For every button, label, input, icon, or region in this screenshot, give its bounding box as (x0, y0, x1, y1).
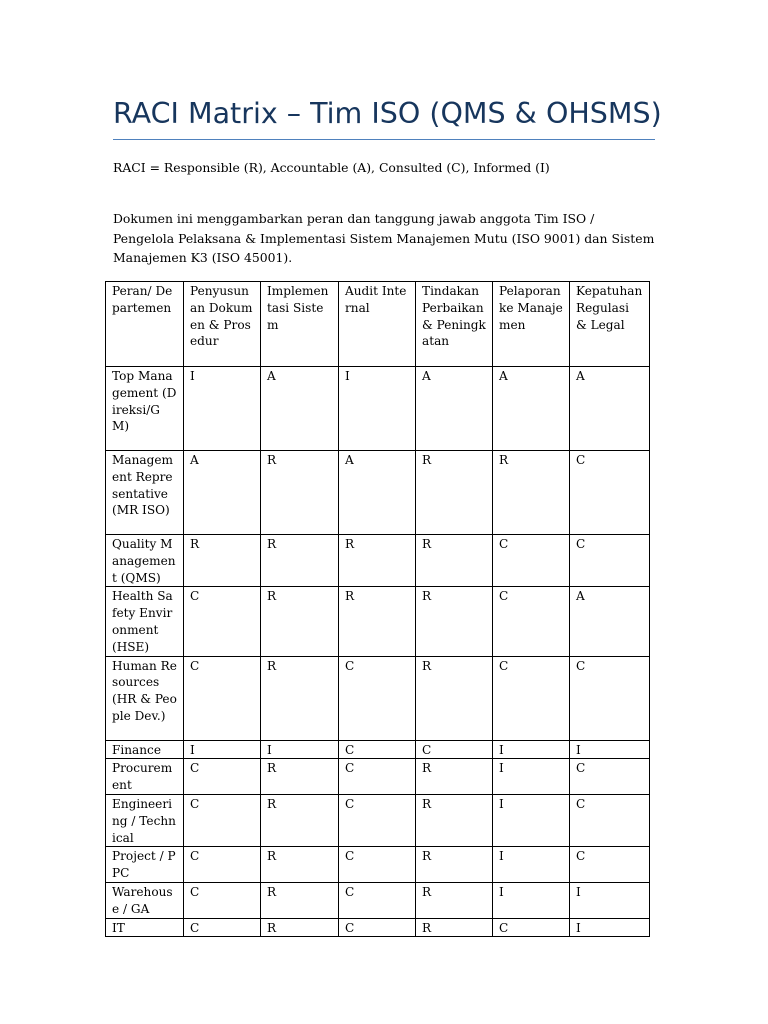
table-row (106, 847, 650, 883)
raci-legend-text: RACI = Responsible (R), Accountable (A), Consulted (C), Informed (I) (113, 160, 550, 175)
raci-cell: C (570, 535, 650, 587)
raci-cell: R (416, 587, 493, 656)
raci-cell: I (261, 740, 339, 759)
raci-cell: C (339, 918, 416, 937)
raci-cell: C (339, 882, 416, 918)
row-role: Finance (106, 740, 184, 759)
raci-cell: R (261, 918, 339, 937)
raci-cell: R (261, 882, 339, 918)
raci-cell: R (416, 847, 493, 883)
row-role: Management Representative (MR ISO) (106, 451, 184, 535)
raci-cell: R (416, 882, 493, 918)
raci-cell: C (184, 587, 261, 656)
document-title: RACI Matrix – Tim ISO (QMS & OHSMS) (113, 97, 662, 130)
raci-cell: R (416, 918, 493, 937)
raci-matrix-table (105, 281, 650, 937)
raci-cell: I (493, 794, 570, 846)
raci-cell: R (261, 794, 339, 846)
raci-cell: C (493, 656, 570, 740)
raci-cell: C (493, 535, 570, 587)
raci-cell: C (184, 918, 261, 937)
raci-cell: I (493, 759, 570, 795)
raci-cell: I (184, 367, 261, 451)
raci-cell: I (493, 847, 570, 883)
header-management-reporting: Pelaporan ke Manajemen (493, 282, 570, 367)
raci-cell: A (570, 367, 650, 451)
header-internal-audit: Audit Internal (339, 282, 416, 367)
raci-cell: A (261, 367, 339, 451)
raci-cell: R (416, 656, 493, 740)
raci-cell: C (339, 740, 416, 759)
raci-cell: C (339, 794, 416, 846)
raci-cell: C (184, 656, 261, 740)
row-role: Warehouse / GA (106, 882, 184, 918)
raci-cell: A (570, 587, 650, 656)
table-row (106, 535, 650, 587)
raci-cell: R (261, 535, 339, 587)
raci-cell: I (493, 882, 570, 918)
table-row (106, 451, 650, 535)
raci-cell: C (339, 656, 416, 740)
row-role: Procurement (106, 759, 184, 795)
raci-cell: C (184, 794, 261, 846)
table-row (106, 367, 650, 451)
raci-cell: I (570, 740, 650, 759)
table-row (106, 794, 650, 846)
raci-cell: I (570, 882, 650, 918)
raci-cell: I (570, 918, 650, 937)
row-role: Top Management (Direksi/GM) (106, 367, 184, 451)
raci-cell: C (184, 847, 261, 883)
raci-cell: C (339, 847, 416, 883)
table-row (106, 759, 650, 795)
raci-cell: C (570, 451, 650, 535)
raci-cell: C (184, 882, 261, 918)
raci-cell: C (184, 759, 261, 795)
raci-cell: A (184, 451, 261, 535)
raci-cell: R (339, 535, 416, 587)
raci-cell: R (416, 451, 493, 535)
raci-cell: C (570, 759, 650, 795)
document-description: Dokumen ini menggambarkan peran dan tanggung jawab anggota Tim ISO / Pengelola Pelaksana & Implementasi Sistem Manajemen Mutu (ISO 9001) dan Sistem Manajemen K3 (ISO 45001). (113, 211, 655, 266)
raci-cell: R (493, 451, 570, 535)
raci-cell: R (261, 656, 339, 740)
raci-cell: R (416, 794, 493, 846)
raci-cell: A (339, 451, 416, 535)
row-role: Health Safety Environment (HSE) (106, 587, 184, 656)
raci-cell: C (339, 759, 416, 795)
raci-cell: R (261, 587, 339, 656)
table-header-row (106, 282, 650, 367)
raci-cell: I (493, 740, 570, 759)
raci-cell: R (416, 535, 493, 587)
raci-cell: I (339, 367, 416, 451)
raci-cell: C (493, 918, 570, 937)
row-role: Human Resources (HR & People Dev.) (106, 656, 184, 740)
raci-cell: R (261, 759, 339, 795)
raci-cell: C (570, 656, 650, 740)
raci-cell: C (493, 587, 570, 656)
raci-cell: A (493, 367, 570, 451)
row-role: Engineering / Technical (106, 794, 184, 846)
raci-cell: R (261, 451, 339, 535)
raci-cell: R (416, 759, 493, 795)
row-role: IT (106, 918, 184, 937)
table-row (106, 656, 650, 740)
row-role: Quality Management (QMS) (106, 535, 184, 587)
raci-cell: I (184, 740, 261, 759)
header-role: Peran/ Departemen (106, 282, 184, 367)
raci-cell: C (416, 740, 493, 759)
header-regulatory-compliance: Kepatuhan Regulasi & Legal (570, 282, 650, 367)
raci-cell: A (416, 367, 493, 451)
title-divider (113, 139, 655, 140)
header-document-preparation: Penyusunan Dokumen & Prosedur (184, 282, 261, 367)
header-corrective-action: Tindakan Perbaikan & Peningkatan (416, 282, 493, 367)
table-row (106, 740, 650, 759)
raci-cell: R (339, 587, 416, 656)
raci-cell: C (570, 847, 650, 883)
header-system-implementation: Implementasi Sistem (261, 282, 339, 367)
table-row (106, 918, 650, 937)
table-row (106, 882, 650, 918)
raci-cell: C (570, 794, 650, 846)
raci-cell: R (261, 847, 339, 883)
raci-cell: R (184, 535, 261, 587)
row-role: Project / PPC (106, 847, 184, 883)
table-row (106, 587, 650, 656)
